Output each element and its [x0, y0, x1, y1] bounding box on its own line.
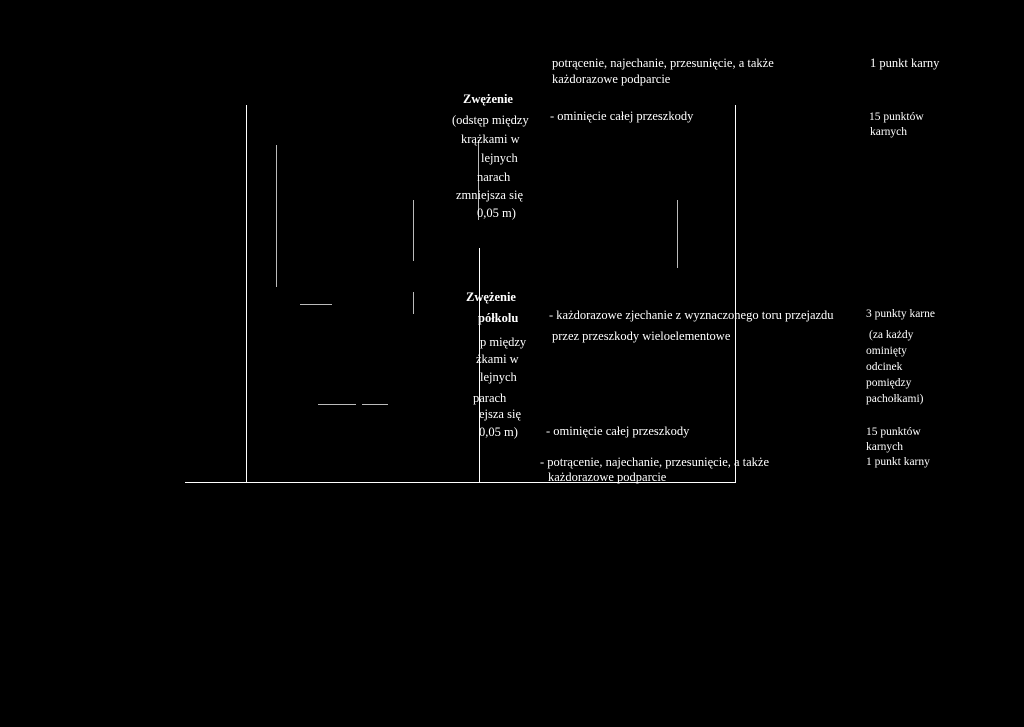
row2-title: Zwężenie [463, 92, 513, 106]
row3-points-line2: (za każdy [869, 329, 914, 341]
row3-desc2: - ominięcie całej przeszkody [546, 424, 690, 438]
row2-label-line3: lejnych [481, 151, 518, 165]
row3-subtitle: półkolu [478, 311, 519, 325]
row3-label-line3: lejnych [480, 370, 517, 384]
row1-penalty-points: 1 punkt karny [870, 56, 940, 70]
row3-points-line3: ominięty [866, 345, 907, 357]
row2-desc: - ominięcie całej przeszkody [550, 109, 694, 123]
row2-label-line1: (odstęp między [452, 113, 529, 127]
row3-label-line5: ejsza się [479, 407, 521, 421]
row3-desc-line2: przez przeszkody wieloelementowe [552, 329, 731, 343]
row2-label-line5: zmniejsza się [456, 188, 523, 202]
row3-points-line1: 3 punkty karne [866, 308, 935, 320]
row1-penalty-desc-line1: potrącenie, najechanie, przesunięcie, a także [552, 56, 774, 70]
row3-points3: 1 punkt karny [866, 456, 930, 468]
table-left-border [246, 105, 247, 482]
row1-penalty-desc-line2: każdorazowe podparcie [552, 72, 671, 86]
row2-label-line6: 0,05 m) [477, 206, 516, 220]
figure-line [362, 404, 388, 405]
figure-line [677, 200, 678, 268]
figure-line [318, 404, 356, 405]
row2-label-line2: krążkami w [461, 132, 520, 146]
row3-points-line6: pachołkami) [866, 393, 924, 405]
row2-label-line4: narach [477, 170, 511, 184]
figure-line [413, 200, 414, 261]
row3-label-line1: p między [480, 335, 527, 349]
row3-desc3-line1: - potrącenie, najechanie, przesunięcie, a także [540, 455, 770, 469]
row2-points-line2: karnych [870, 126, 908, 138]
row3-desc-line1: - każdorazowe zjechanie z wyznaczonego toru przejazdu [549, 308, 834, 322]
column-divider-desc [735, 105, 736, 483]
row3-points2-line1: 15 punktów [866, 426, 921, 438]
row3-points-line5: pomiędzy [866, 377, 912, 389]
row3-label-line6: 0,05 m) [479, 425, 518, 439]
row3-label-line4: parach [473, 391, 507, 405]
figure-line [300, 304, 332, 305]
row3-title: Zwężenie [466, 290, 516, 304]
row2-points-line1: 15 punktów [869, 111, 924, 123]
figure-line [276, 145, 277, 287]
row3-points-line4: odcinek [866, 361, 903, 373]
figure-line [413, 292, 414, 314]
row3-desc3-line2: każdorazowe podparcie [548, 470, 667, 484]
row3-label-line2: żkami w [476, 352, 519, 366]
row3-points2-line2: karnych [866, 441, 904, 453]
